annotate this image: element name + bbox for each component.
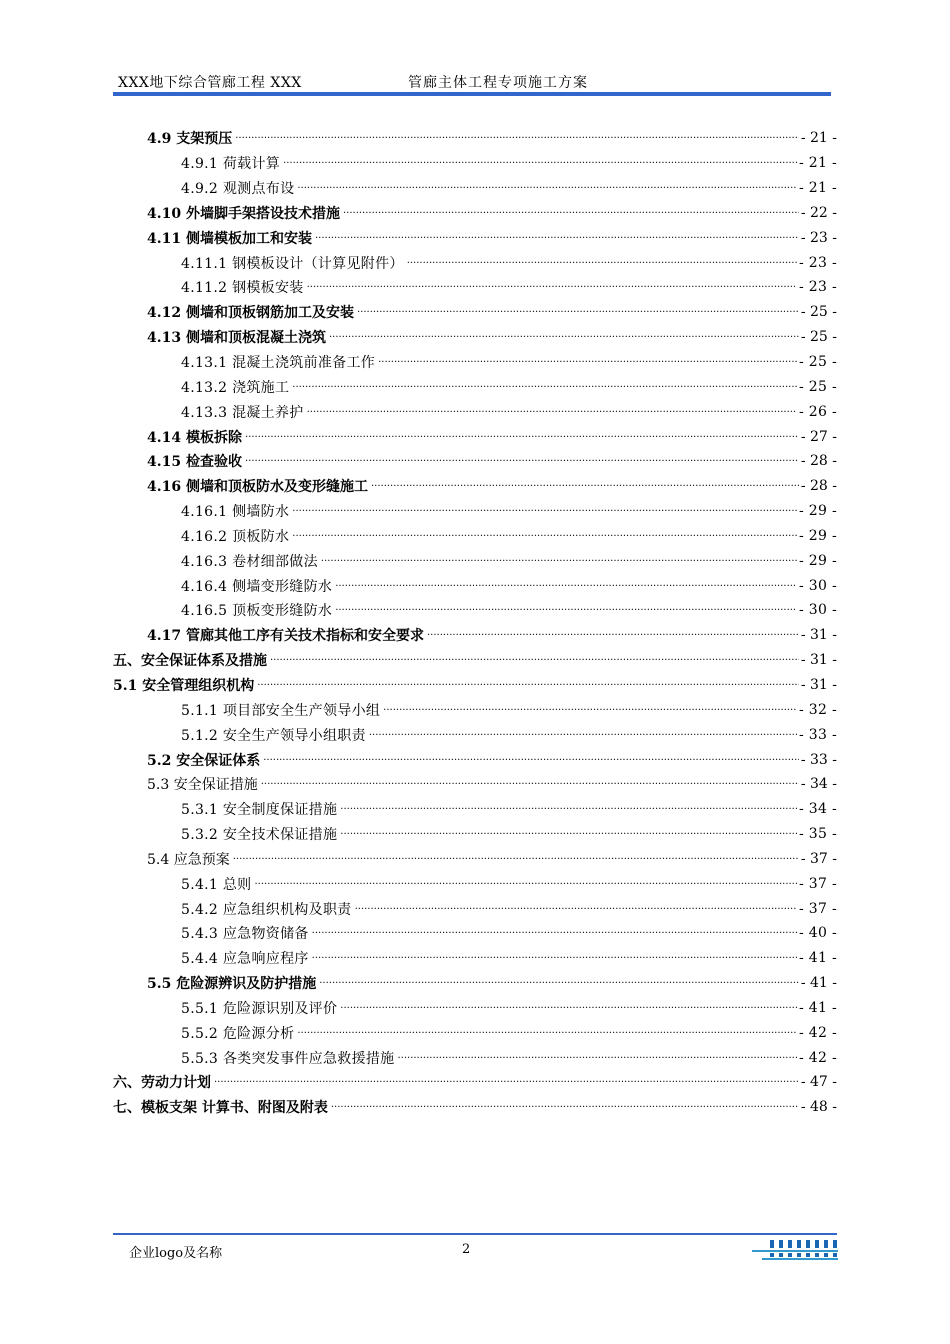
toc-leader-dots [319,976,799,990]
toc-entry-title: 4.13 侧墙和顶板混凝土浇筑 [147,327,327,347]
toc-entry-title: 5.4.4 应急响应程序 [181,948,310,968]
toc-leader-dots [427,628,799,642]
toc-entry-page: - 29 - [799,527,837,544]
toc-leader-dots [397,1051,797,1065]
toc-entry-page: - 34 - [800,776,837,793]
toc-entry-page: - 30 - [799,577,837,594]
toc-leader-dots [340,1001,797,1015]
toc-entry-title: 5.3 安全保证措施 [147,774,259,794]
toc-entry[interactable] [113,921,837,946]
toc-entry-page: - 21 - [800,130,837,147]
toc-leader-dots [245,430,799,444]
toc-entry-title: 4.13.1 混凝土浇筑前准备工作 [181,352,376,372]
footer-page-number: 2 [462,1242,471,1257]
toc-entry-title: 5.3.2 安全技术保证措施 [181,824,338,844]
toc-entry[interactable] [113,300,837,325]
toc-entry[interactable] [113,1045,837,1070]
toc-entry-title: 4.9.1 荷载计算 [181,153,281,173]
toc-leader-dots [312,926,797,940]
toc-entry[interactable] [113,499,837,524]
toc-entry-title: 4.16.3 卷材细部做法 [181,551,319,571]
toc-leader-dots [270,653,799,667]
toc-entry[interactable] [113,449,837,474]
toc-entry-title: 4.13.2 浇筑施工 [181,377,290,397]
toc-entry-title: 4.14 模板拆除 [147,427,243,447]
toc-entry[interactable] [113,772,837,797]
toc-leader-dots [315,231,799,245]
toc-entry-page: - 41 - [799,999,837,1016]
toc-entry-page: - 32 - [799,701,837,718]
toc-entry[interactable] [113,846,837,871]
toc-leader-dots [371,479,799,493]
toc-entry[interactable] [113,697,837,722]
toc-leader-dots [263,753,799,767]
toc-leader-dots [245,454,799,468]
toc-entry-title: 六、劳动力计划 [113,1072,212,1092]
toc-entry-title: 5.5.3 各类突发事件应急救援措施 [181,1048,395,1068]
toc-entry-title: 4.9.2 观测点布设 [181,178,295,198]
toc-leader-dots [369,728,797,742]
toc-entry-title: 4.10 外墙脚手架搭设技术措施 [147,203,341,223]
toc-leader-dots [257,678,799,692]
toc-entry-page: - 37 - [800,850,837,867]
toc-entry[interactable] [113,722,837,747]
toc-entry[interactable] [113,871,837,896]
toc-entry[interactable] [113,946,837,971]
toc-entry[interactable] [113,822,837,847]
toc-entry[interactable] [113,1095,837,1120]
toc-leader-dots [307,405,797,419]
toc-entry-page: - 21 - [799,180,837,197]
toc-entry-title: 5.5.2 危险源分析 [181,1023,295,1043]
toc-entry[interactable] [113,176,837,201]
toc-entry-title: 5.4.3 应急物资储备 [181,923,310,943]
toc-leader-dots [214,1075,799,1089]
toc-entry[interactable] [113,250,837,275]
toc-entry-title: 4.12 侧墙和顶板钢筋加工及安装 [147,302,355,322]
toc-entry[interactable] [113,1070,837,1095]
toc-entry-page: - 26 - [799,403,837,420]
toc-entry[interactable] [113,275,837,300]
toc-leader-dots [340,802,797,816]
toc-entry-title: 4.16.1 侧墙防水 [181,501,290,521]
header-rule [113,92,831,96]
toc-entry[interactable] [113,573,837,598]
toc-leader-dots [233,852,799,866]
toc-entry-page: - 21 - [799,155,837,172]
toc-leader-dots [307,280,797,294]
toc-leader-dots [357,305,799,319]
toc-entry-title: 5.4.2 应急组织机构及职责 [181,899,353,919]
toc-entry-title: 4.13.3 混凝土养护 [181,402,305,422]
toc-entry-page: - 23 - [799,279,837,296]
toc-entry[interactable] [113,151,837,176]
toc-entry[interactable] [113,424,837,449]
toc-entry-page: - 34 - [799,801,837,818]
toc-entry[interactable] [113,225,837,250]
toc-entry-page: - 37 - [799,900,837,917]
toc-entry[interactable] [113,996,837,1021]
toc-entry-title: 4.11.1 钢模板设计（计算见附件） [181,253,405,273]
page-header [113,72,831,94]
header-document-title: 管廊主体工程专项施工方案 [408,75,588,91]
toc-entry[interactable] [113,126,837,151]
toc-entry-page: - 33 - [799,726,837,743]
toc-entry-page: - 35 - [799,826,837,843]
toc-entry-page: - 41 - [799,950,837,967]
toc-entry-page: - 29 - [799,552,837,569]
toc-entry-title: 5.1.1 项目部安全生产领导小组 [181,700,381,720]
toc-entry-page: - 40 - [799,925,837,942]
toc-leader-dots [297,181,797,195]
toc-entry[interactable] [113,1020,837,1045]
toc-leader-dots [343,206,799,220]
toc-entry-title: 4.17 管廊其他工序有关技术指标和安全要求 [147,625,425,645]
toc-entry-page: - 42 - [799,1024,837,1041]
toc-entry[interactable] [113,797,837,822]
toc-entry-page: - 48 - [800,1099,837,1116]
toc-entry-title: 5.1.2 安全生产领导小组职责 [181,725,367,745]
toc-leader-dots [340,827,797,841]
toc-leader-dots [355,902,797,916]
toc-entry-title: 4.16 侧墙和顶板防水及变形缝施工 [147,476,369,496]
toc-entry-page: - 31 - [800,627,837,644]
toc-entry-page: - 37 - [799,875,837,892]
toc-entry[interactable] [113,598,837,623]
toc-entry-title: 5.5.1 危险源识别及评价 [181,998,338,1018]
toc-leader-dots [321,554,797,568]
footer-company-label: 企业logo及名称 [129,1246,223,1261]
toc-entry[interactable] [113,350,837,375]
toc-entry-title: 4.16.2 顶板防水 [181,526,290,546]
toc-leader-dots [335,603,797,617]
toc-entry[interactable] [113,474,837,499]
toc-leader-dots [331,1100,799,1114]
toc-entry[interactable] [113,399,837,424]
toc-leader-dots [235,131,799,145]
header-project-name: XXX地下综合管廊工程 XXX [118,75,302,91]
toc-entry-title: 5.2 安全保证体系 [147,750,261,770]
toc-entry-page: - 31 - [800,676,837,693]
toc-entry[interactable] [113,673,837,698]
toc-entry[interactable] [113,325,837,350]
toc-entry[interactable] [113,747,837,772]
toc-entry-page: - 29 - [799,503,837,520]
toc-entry-title: 5.5 危险源辨识及防护措施 [147,973,317,993]
toc-entry-title: 5.4.1 总则 [181,874,252,894]
toc-entry-page: - 22 - [800,204,837,221]
toc-leader-dots [292,380,797,394]
toc-entry[interactable] [113,374,837,399]
toc-entry-page: - 25 - [799,354,837,371]
toc-leader-dots [312,951,797,965]
toc-entry-page: - 25 - [800,304,837,321]
toc-leader-dots [254,877,797,891]
toc-entry-title: 5.1 安全管理组织机构 [113,675,255,695]
table-of-contents [113,126,837,1120]
toc-entry[interactable] [113,201,837,226]
company-logo-icon [752,1238,838,1264]
toc-entry-title: 七、模板支架 计算书、附图及附表 [113,1097,329,1117]
toc-leader-dots [383,703,797,717]
toc-leader-dots [407,256,797,270]
toc-leader-dots [378,355,797,369]
toc-entry[interactable] [113,623,837,648]
toc-leader-dots [283,156,797,170]
toc-leader-dots [292,504,797,518]
toc-entry-title: 4.11 侧墙模板加工和安装 [147,228,313,248]
toc-entry-title: 4.11.2 钢模板安装 [181,277,305,297]
footer-rule [113,1233,837,1235]
toc-entry-title: 4.16.5 顶板变形缝防水 [181,600,333,620]
toc-entry-page: - 28 - [800,478,837,495]
toc-entry-page: - 25 - [799,378,837,395]
toc-leader-dots [292,529,797,543]
toc-entry[interactable] [113,896,837,921]
toc-entry-page: - 31 - [800,652,837,669]
toc-entry-title: 4.15 检查验收 [147,451,243,471]
toc-entry-page: - 28 - [800,453,837,470]
toc-leader-dots [329,330,799,344]
toc-entry-page: - 42 - [799,1049,837,1066]
toc-entry[interactable] [113,971,837,996]
toc-entry[interactable] [113,548,837,573]
toc-entry-page: - 25 - [800,329,837,346]
toc-entry-title: 4.9 支架预压 [147,128,233,148]
toc-entry[interactable] [113,524,837,549]
toc-entry[interactable] [113,648,837,673]
toc-entry-page: - 27 - [800,428,837,445]
toc-entry-page: - 23 - [799,254,837,271]
toc-leader-dots [297,1026,797,1040]
toc-leader-dots [335,579,797,593]
toc-entry-page: - 30 - [799,602,837,619]
toc-entry-page: - 41 - [800,975,837,992]
toc-entry-title: 4.16.4 侧墙变形缝防水 [181,576,333,596]
toc-entry-title: 五、安全保证体系及措施 [113,650,268,670]
toc-leader-dots [261,777,799,791]
toc-entry-page: - 33 - [800,751,837,768]
toc-entry-page: - 47 - [800,1074,837,1091]
toc-entry-title: 5.3.1 安全制度保证措施 [181,799,338,819]
toc-entry-title: 5.4 应急预案 [147,849,231,869]
toc-entry-page: - 23 - [800,229,837,246]
